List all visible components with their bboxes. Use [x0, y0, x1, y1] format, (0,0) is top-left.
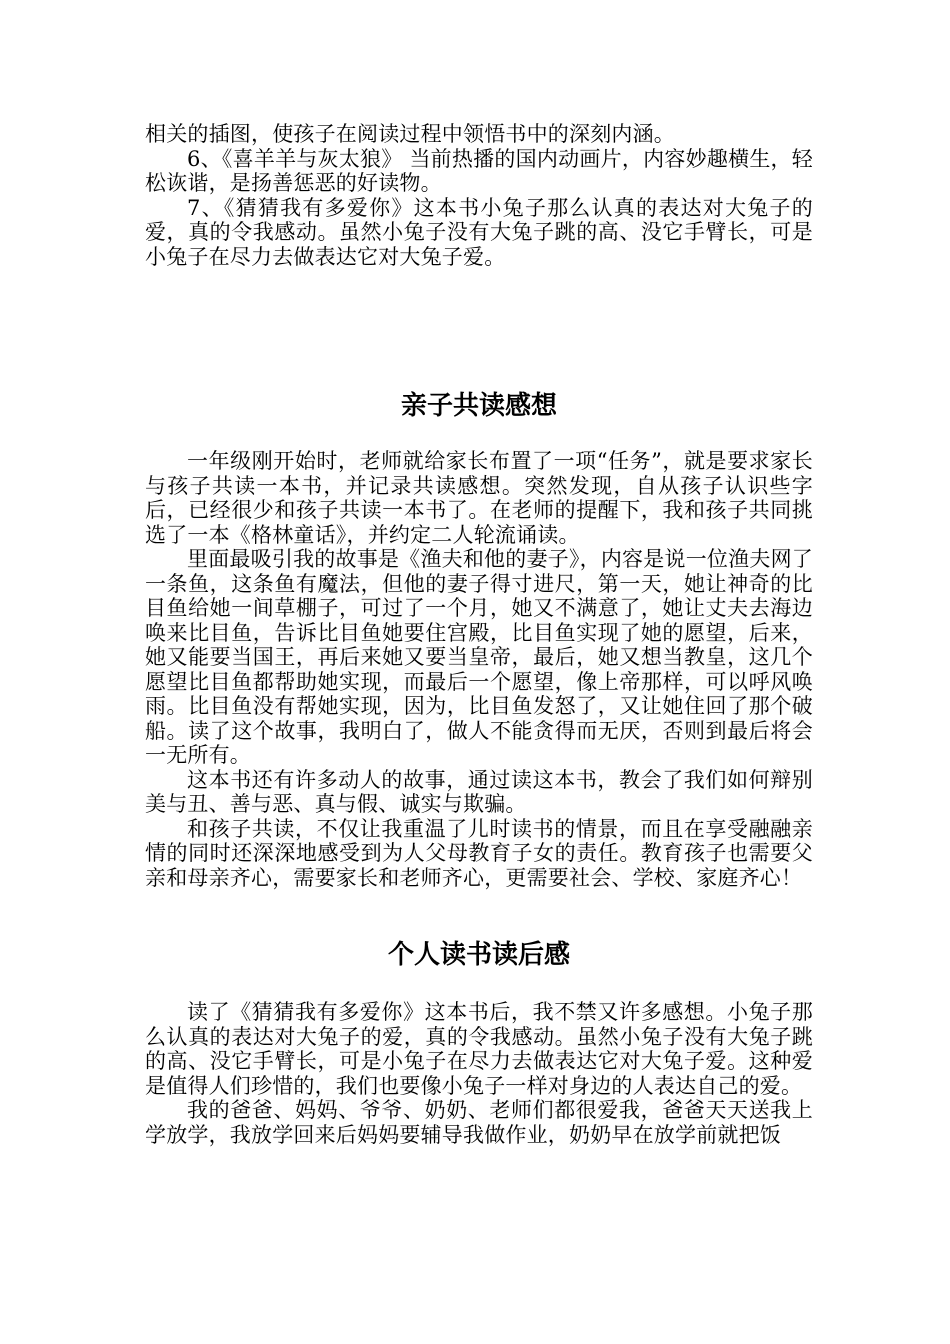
intro-paragraph-2: 6、《喜羊羊与灰太狼》 当前热播的国内动画片，内容妙趣横生，轻松诙谐，是扬善惩恶的好读物。	[145, 146, 813, 195]
section1-paragraph-2: 里面最吸引我的故事是《渔夫和他的妻子》，内容是说一位渔夫网了一条鱼，这条鱼有魔法，但他的妻子得寸进尺，第一天，她让神奇的比目鱼给她一间草棚子，可过了一个月，她又不满意了，她让丈夫去海边唤来比目鱼，告诉比目鱼她要住宫殿，比目鱼实现了她的愿望，后来，她又能要当国王，再后来她又要当皇帝，最后，她又想当教皇，这几个愿望比目鱼都帮助她实现，而最后一个愿望，像上帝那样，可以呼风唤雨。比目鱼没有帮她实现，因为，比目鱼发怒了，又让她住回了那个破船。读了这个故事，我明白了，做人不能贪得而无厌，否则到最后将会一无所有。	[145, 547, 813, 767]
section1-paragraph-1: 一年级刚开始时，老师就给家长布置了一项“任务”，就是要求家长与孩子共读一本书，并记录共读感想。突然发现，自从孩子认识些字后，已经很少和孩子共读一本书了。在老师的提醒下，我和孩子共同挑选了一本《格林童话》，并约定二人轮流诵读。	[145, 449, 813, 547]
section-title-parent-child-reading: 亲子共读感想	[400, 391, 557, 421]
intro-paragraph-1: 相关的插图，使孩子在阅读过程中领悟书中的深刻内涵。	[145, 122, 675, 146]
intro-paragraph-3: 7、《猜猜我有多爱你》这本书小兔子那么认真的表达对大兔子的爱，真的令我感动。虽然小兔子没有大兔子跳的高、没它手臂长，可是小兔子在尽力去做表达它对大兔子爱。	[145, 195, 813, 269]
section2-paragraph-2: 我的爸爸、妈妈、爷爷、奶奶、老师们都很爱我，爸爸天天送我上学放学，我放学回来后妈妈要辅导我做作业，奶奶早在放学前就把饭	[145, 1098, 813, 1147]
document-page	[145, 122, 813, 1147]
section-title-personal-reading: 个人读书读后感	[387, 940, 570, 970]
section1-paragraph-3: 这本书还有许多动人的故事，通过读这本书，教会了我们如何辩别美与丑、善与恶、真与假、诚实与欺骗。	[145, 767, 813, 816]
section2-paragraph-1: 读了《猜猜我有多爱你》这本书后，我不禁又许多感想。小兔子那么认真的表达对大兔子的爱，真的令我感动。虽然小兔子没有大兔子跳的高、没它手臂长，可是小兔子在尽力去做表达它对大兔子爱。这种爱是值得人们珍惜的，我们也要像小兔子一样对身边的人表达自己的爱。	[145, 1000, 813, 1098]
section1-paragraph-4: 和孩子共读，不仅让我重温了儿时读书的情景，而且在享受融融亲情的同时还深深地感受到为人父母教育子女的责任。教育孩子也需要父亲和母亲齐心，需要家长和老师齐心，更需要社会、学校、家庭齐心！	[145, 816, 813, 890]
